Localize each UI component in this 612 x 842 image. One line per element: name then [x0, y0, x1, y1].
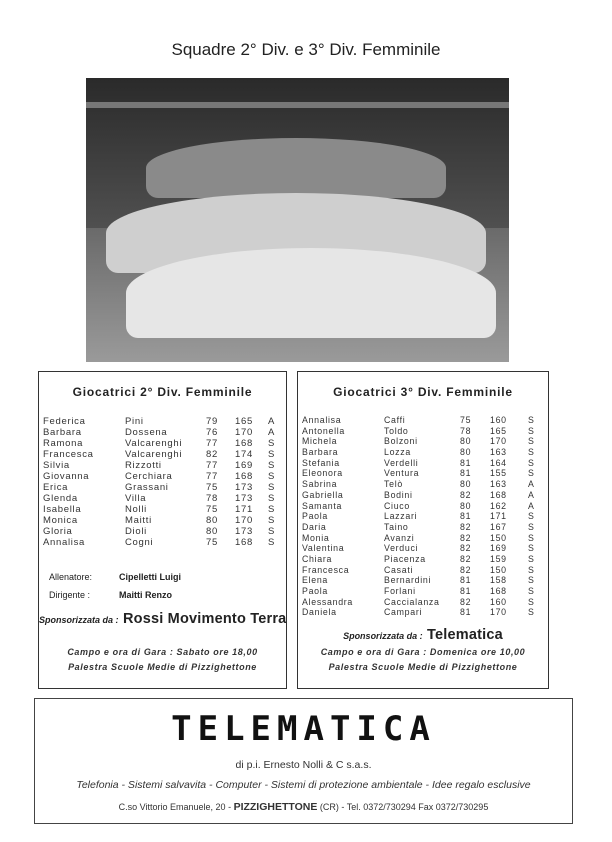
player-birth-year: 81: [460, 586, 472, 596]
player-last-name: Valcarenghi: [125, 438, 183, 449]
player-birth-year: 82: [460, 564, 472, 575]
player-first-name: Daria: [302, 521, 327, 532]
sponsor-advertisement: [34, 698, 573, 824]
player-height: 163: [490, 447, 507, 458]
player-role: S: [528, 511, 535, 522]
player-first-name: Barbara: [302, 447, 339, 458]
player-birth-year: 76: [206, 427, 218, 438]
player-birth-year: 78: [460, 425, 472, 436]
roster-list: [298, 415, 548, 618]
player-birth-year: 82: [460, 543, 472, 554]
player-birth-year: 80: [460, 479, 472, 490]
player-row: [298, 447, 548, 458]
player-role: S: [528, 586, 535, 596]
player-row: [298, 533, 548, 544]
player-birth-year: 75: [206, 482, 218, 493]
player-row: [39, 416, 286, 427]
player-birth-year: 80: [460, 447, 472, 458]
player-height: 162: [490, 500, 507, 511]
player-role: S: [528, 521, 535, 532]
telematica-logo: TELEMATICA: [171, 709, 436, 749]
player-birth-year: 78: [206, 493, 218, 504]
roster-box-2div: [38, 371, 287, 689]
player-last-name: Casati: [384, 564, 414, 575]
player-birth-year: 80: [460, 500, 472, 511]
player-role: S: [528, 468, 535, 479]
player-last-name: Bodini: [384, 489, 413, 500]
player-row: [39, 460, 286, 471]
ad-address-city: PIZZIGHETTONE: [233, 801, 318, 813]
player-birth-year: 82: [206, 449, 218, 460]
player-row: [39, 537, 286, 548]
player-height: 150: [490, 532, 507, 543]
player-role: S: [528, 447, 535, 458]
player-height: 165: [490, 425, 507, 436]
player-birth-year: 81: [460, 575, 472, 586]
player-role: A: [268, 427, 276, 438]
player-row: [39, 493, 286, 504]
player-row: [298, 522, 548, 533]
player-birth-year: 82: [460, 532, 472, 543]
coach-label: Allenatore:: [49, 572, 93, 582]
player-row: [298, 501, 548, 512]
player-last-name: Cogni: [125, 537, 154, 548]
player-first-name: Annalisa: [43, 537, 86, 548]
player-last-name: Maitti: [125, 515, 152, 526]
player-height: 159: [490, 553, 507, 564]
player-role: S: [268, 460, 276, 471]
player-last-name: Lazzari: [384, 511, 418, 522]
player-role: S: [268, 504, 276, 515]
sponsor-line: [39, 610, 286, 628]
player-role: S: [528, 543, 535, 554]
player-role: S: [528, 596, 535, 607]
player-first-name: Annalisa: [302, 415, 342, 425]
player-row: [298, 554, 548, 565]
player-first-name: Michela: [302, 436, 338, 447]
player-height: 165: [235, 416, 253, 427]
player-birth-year: 75: [206, 537, 218, 548]
player-role: S: [528, 457, 535, 468]
player-row: [39, 515, 286, 526]
player-role: S: [268, 537, 276, 548]
player-first-name: Francesca: [43, 449, 94, 460]
player-row: [39, 438, 286, 449]
player-last-name: Bolzoni: [384, 436, 418, 447]
player-row: [298, 458, 548, 469]
player-height: 168: [490, 586, 507, 596]
player-row: [39, 427, 286, 438]
sponsor-name: Rossi Movimento Terra: [122, 611, 287, 627]
player-row: [298, 490, 548, 501]
player-height: 155: [490, 468, 507, 479]
player-last-name: Lozza: [384, 447, 411, 458]
player-last-name: Bernardini: [384, 575, 432, 586]
player-height: 174: [235, 449, 253, 460]
player-height: 150: [490, 564, 507, 575]
player-first-name: Paola: [302, 586, 328, 596]
player-height: 173: [235, 482, 253, 493]
player-role: A: [268, 416, 276, 427]
player-height: 171: [235, 504, 253, 515]
player-row: [298, 575, 548, 586]
player-birth-year: 80: [206, 515, 218, 526]
player-birth-year: 75: [460, 415, 472, 425]
player-role: S: [268, 471, 276, 482]
player-height: 158: [490, 575, 507, 586]
photo-back-row: [146, 138, 446, 198]
player-first-name: Barbara: [43, 427, 82, 438]
player-last-name: Pini: [125, 416, 144, 427]
player-row: [298, 607, 548, 618]
player-first-name: Gabriella: [302, 489, 344, 500]
player-row: [298, 479, 548, 490]
game-info-line2: Palestra Scuole Medie di Pizzighettone: [328, 662, 518, 672]
player-last-name: Verdelli: [384, 457, 419, 468]
player-height: 168: [235, 438, 253, 449]
ad-services: Telefonia - Sistemi salvavita - Computer - Sistemi di protezione ambientale - Idee regalo esclusive: [76, 779, 531, 791]
player-first-name: Francesca: [302, 564, 350, 575]
player-birth-year: 80: [460, 436, 472, 447]
player-row: [39, 482, 286, 493]
player-height: 160: [490, 596, 507, 607]
page-title: Squadre 2° Div. e 3° Div. Femminile: [171, 40, 441, 59]
manager-row: [49, 590, 172, 600]
player-first-name: Stefania: [302, 457, 340, 468]
player-birth-year: 82: [460, 521, 472, 532]
player-birth-year: 75: [206, 504, 218, 515]
player-first-name: Alessandra: [302, 596, 354, 607]
player-last-name: Dossena: [125, 427, 168, 438]
player-birth-year: 82: [460, 553, 472, 564]
player-last-name: Caffi: [384, 415, 406, 425]
manager-label: Dirigente :: [49, 590, 91, 600]
player-last-name: Ventura: [384, 468, 420, 479]
player-first-name: Erica: [43, 482, 69, 493]
player-role: A: [528, 479, 535, 490]
player-birth-year: 77: [206, 471, 218, 482]
player-last-name: Campari: [384, 607, 423, 618]
player-row: [298, 436, 548, 447]
player-first-name: Monia: [302, 532, 330, 543]
player-row: [298, 543, 548, 554]
game-info-line2: Palestra Scuole Medie di Pizzighettone: [68, 662, 257, 672]
player-first-name: Isabella: [43, 504, 82, 515]
player-role: S: [268, 493, 276, 504]
ad-owner: di p.i. Ernesto Nolli & C s.a.s.: [235, 759, 372, 771]
player-role: S: [528, 607, 535, 618]
player-birth-year: 80: [206, 526, 218, 537]
player-first-name: Silvia: [43, 460, 70, 471]
player-height: 171: [490, 511, 507, 522]
player-first-name: Ramona: [43, 438, 84, 449]
player-first-name: Paola: [302, 511, 328, 522]
player-first-name: Glenda: [43, 493, 78, 504]
player-birth-year: 79: [206, 416, 218, 427]
player-height: 170: [490, 607, 507, 618]
player-role: S: [268, 526, 276, 537]
player-first-name: Eleonora: [302, 468, 343, 479]
coach-name: Cipelletti Luigi: [119, 572, 181, 582]
player-last-name: Toldo: [384, 425, 409, 436]
player-first-name: Elena: [302, 575, 328, 586]
player-role: S: [528, 532, 535, 543]
manager-name: Maitti Renzo: [119, 590, 172, 600]
player-first-name: Sabrina: [302, 479, 338, 490]
player-row: [39, 449, 286, 460]
sponsor-prefix: Sponsorizzata da :: [343, 631, 423, 641]
player-row: [298, 468, 548, 479]
player-last-name: Villa: [125, 493, 147, 504]
player-first-name: Federica: [43, 416, 86, 427]
player-row: [298, 586, 548, 597]
team-photo: [86, 78, 509, 362]
sponsor-name: Telematica: [427, 627, 503, 643]
player-role: S: [528, 553, 535, 564]
player-last-name: Valcarenghi: [125, 449, 183, 460]
ad-address: [35, 801, 572, 813]
game-info-line1: Campo e ora di Gara : Domenica ore 10,00: [320, 647, 526, 657]
player-height: 160: [490, 415, 507, 425]
game-info-line1: Campo e ora di Gara : Sabato ore 18,00: [67, 647, 258, 657]
player-last-name: Taino: [384, 521, 409, 532]
player-height: 170: [235, 427, 253, 438]
player-birth-year: 77: [206, 460, 218, 471]
player-role: S: [528, 564, 535, 575]
player-role: S: [528, 425, 535, 436]
player-role: S: [268, 449, 276, 460]
player-row: [298, 565, 548, 576]
player-last-name: Piacenza: [384, 553, 426, 564]
player-first-name: Gloria: [43, 526, 73, 537]
player-last-name: Nolli: [125, 504, 147, 515]
roster-title: Giocatrici 2° Div. Femminile: [72, 385, 253, 399]
sponsor-line: [298, 626, 548, 644]
player-first-name: Samanta: [302, 500, 343, 511]
roster-box-3div: [297, 371, 549, 689]
roster-title: Giocatrici 3° Div. Femminile: [333, 385, 513, 399]
player-height: 167: [490, 521, 507, 532]
player-last-name: Grassani: [125, 482, 169, 493]
player-last-name: Verduci: [384, 543, 419, 554]
player-birth-year: 81: [460, 457, 472, 468]
player-role: S: [528, 436, 535, 447]
player-role: S: [528, 575, 535, 586]
roster-list: [39, 416, 286, 548]
player-role: A: [528, 489, 535, 500]
player-row: [298, 597, 548, 608]
player-height: 173: [235, 526, 253, 537]
ad-address-street: C.so Vittorio Emanuele, 20 -: [118, 802, 234, 812]
player-row: [298, 415, 548, 426]
player-height: 169: [235, 460, 253, 471]
player-last-name: Rizzotti: [125, 460, 162, 471]
ad-address-contacts: (CR) - Tel. 0372/730294 Fax 0372/730295: [317, 802, 489, 812]
player-first-name: Giovanna: [43, 471, 90, 482]
player-first-name: Antonella: [302, 425, 345, 436]
player-last-name: Forlani: [384, 586, 416, 596]
player-row: [39, 504, 286, 515]
player-row: [298, 511, 548, 522]
player-height: 170: [490, 436, 507, 447]
player-height: 168: [490, 489, 507, 500]
player-last-name: Dioli: [125, 526, 147, 537]
player-birth-year: 77: [206, 438, 218, 449]
player-role: S: [268, 482, 276, 493]
player-birth-year: 81: [460, 511, 472, 522]
player-height: 173: [235, 493, 253, 504]
player-row: [298, 426, 548, 437]
player-birth-year: 82: [460, 596, 472, 607]
player-height: 168: [235, 471, 253, 482]
player-birth-year: 81: [460, 607, 472, 618]
player-row: [39, 471, 286, 482]
player-height: 163: [490, 479, 507, 490]
player-first-name: Chiara: [302, 553, 333, 564]
player-birth-year: 81: [460, 468, 472, 479]
player-role: S: [528, 415, 535, 425]
player-birth-year: 82: [460, 489, 472, 500]
player-last-name: Avanzi: [384, 532, 415, 543]
player-first-name: Daniela: [302, 607, 337, 618]
player-role: S: [268, 438, 276, 449]
photo-front-row: [126, 248, 496, 338]
player-last-name: Telò: [384, 479, 403, 490]
player-first-name: Valentina: [302, 543, 345, 554]
player-last-name: Cerchiara: [125, 471, 173, 482]
player-row: [39, 526, 286, 537]
player-last-name: Ciuco: [384, 500, 410, 511]
player-height: 168: [235, 537, 253, 548]
player-last-name: Caccialanza: [384, 596, 440, 607]
sponsor-prefix: Sponsorizzata da :: [39, 615, 119, 625]
coach-row: [49, 572, 181, 582]
player-role: A: [528, 500, 535, 511]
player-first-name: Monica: [43, 515, 78, 526]
player-height: 170: [235, 515, 253, 526]
player-height: 169: [490, 543, 507, 554]
player-role: S: [268, 515, 276, 526]
photo-light-bar: [86, 102, 509, 108]
player-height: 164: [490, 457, 507, 468]
